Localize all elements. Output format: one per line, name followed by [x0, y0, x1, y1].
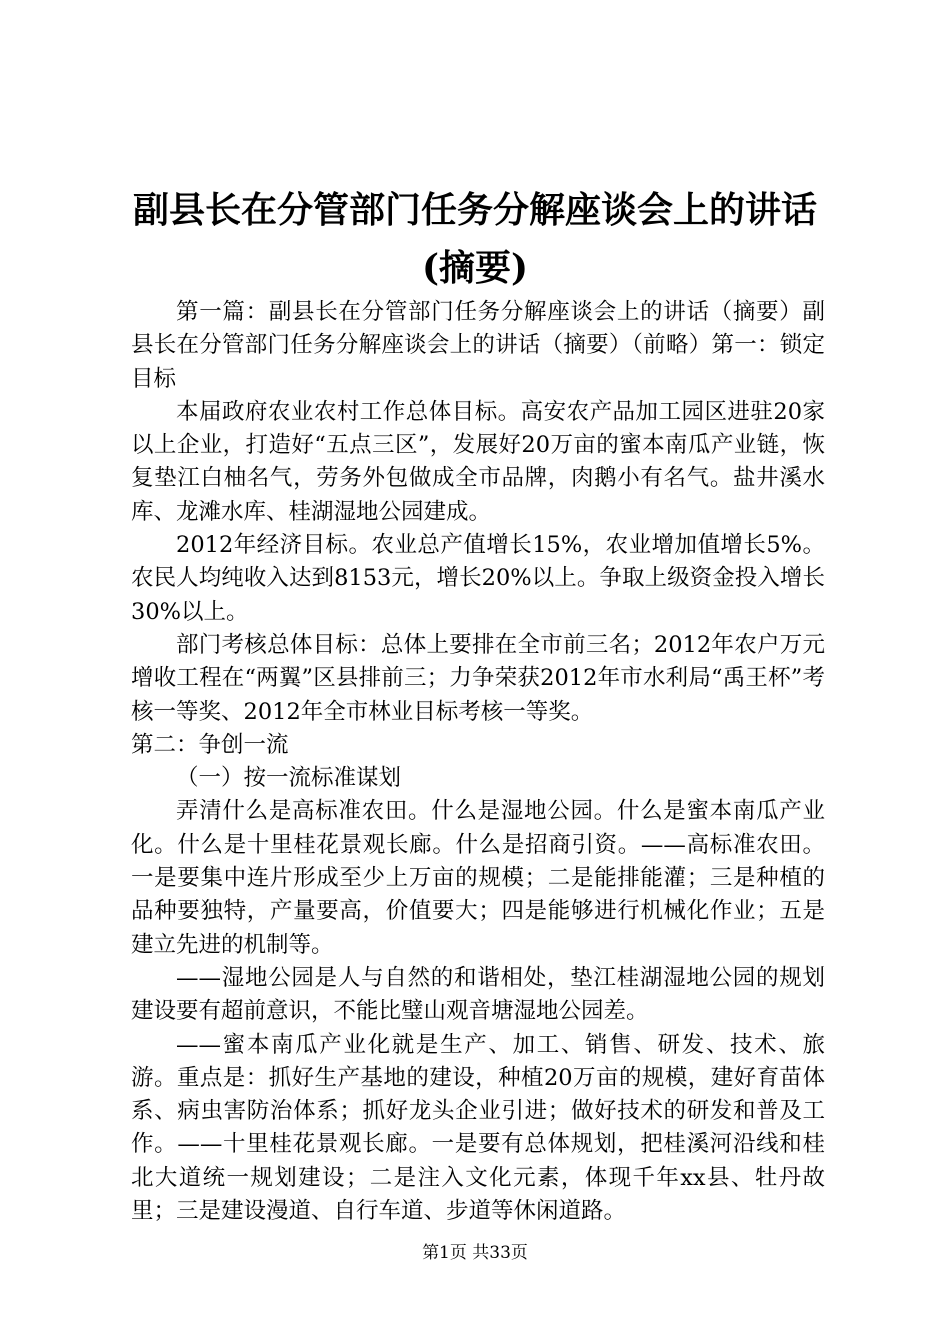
paragraph-assessment-goal: 部门考核总体目标：总体上要排在全市前三名；2012年农户万元增收工程在“两翼”区县排前三；力争荣获2012年市水利局“禹王杯”考核一等奖、2012年全市林业目标考核一等奖。	[131, 631, 825, 725]
paragraph-pumpkin-industry: ——蜜本南瓜产业化就是生产、加工、销售、研发、技术、旅游。重点是：抓好生产基地的建设，种植20万亩的规模，建好育苗体系、病虫害防治体系；抓好龙头企业引进；做好技术的研发和普及工作。——十里桂花景观长廊。一是要有总体规划，把桂溪河沿线和桂北大道统一规划建设；二是注入文化元素，体现千年xx县、牡丹故里；三是建设漫道、自行车道、步道等休闲道路。	[131, 1031, 825, 1225]
paragraph-intro: 第一篇：副县长在分管部门任务分解座谈会上的讲话（摘要）副县长在分管部门任务分解座谈会上的讲话（摘要）（前略）第一：锁定目标	[131, 299, 825, 392]
document-title-line2: (摘要)	[421, 247, 529, 289]
paragraph-high-standard-farmland: 弄清什么是高标准农田。什么是湿地公园。什么是蜜本南瓜产业化。什么是十里桂花景观长廊。什么是招商引资。——高标准农田。一是要集中连片形成至少上万亩的规模；二是能排能灌；三是种植的品种要独特，产量要高，价值要大；四是能够进行机械化作业；五是建立先进的机制等。	[131, 798, 825, 958]
paragraph-overall-goal: 本届政府农业农村工作总体目标。高安农产品加工园区进驻20家以上企业，打造好“五点三区”，发展好20万亩的蜜本南瓜产业链，恢复垫江白柚名气，劳务外包做成全市品牌，肉鹅小有名气。盐井溪水库、龙滩水库、桂湖湿地公园建成。	[131, 398, 825, 525]
document-title-line1: 副县长在分管部门任务分解座谈会上的讲话	[132, 189, 817, 231]
page-footer: 第1页 共33页	[422, 1243, 528, 1263]
paragraph-economic-goal: 2012年经济目标。农业总产值增长15%，农业增加值增长5%。农民人均纯收入达到8153元，增长20%以上。争取上级资金投入增长30%以上。	[131, 532, 825, 625]
subsection-heading-one: （一）按一流标准谋划	[176, 765, 402, 792]
section-heading-second: 第二：争创一流	[131, 731, 289, 758]
paragraph-wetland-park: ——湿地公园是人与自然的和谐相处，垫江桂湖湿地公园的规划建设要有超前意识，不能比璧山观音塘湿地公园差。	[131, 964, 825, 1025]
document-body	[131, 296, 825, 1228]
